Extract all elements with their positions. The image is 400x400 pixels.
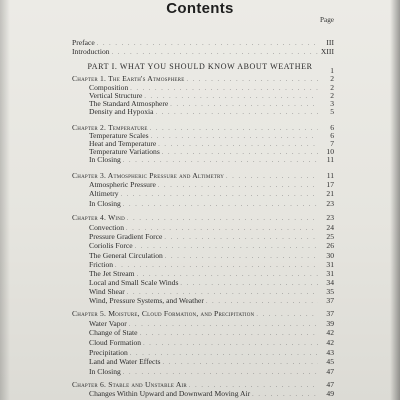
toc-entry: Friction . . . 31 xyxy=(89,261,334,269)
toc-entry: In Closing . . . 11 xyxy=(89,156,334,164)
toc-chapter-heading: Chapter 2. Temperature . . . 6 xyxy=(72,124,334,132)
toc-entry: Change of State . . . 42 xyxy=(89,329,334,337)
page-edge-shadow xyxy=(390,0,400,400)
page-title: Contents xyxy=(166,0,234,17)
toc-entry: Land and Water Effects . . . 45 xyxy=(89,358,334,366)
toc-entry: Heat and Temperature . . . 7 xyxy=(89,140,334,148)
toc-entry: Changes Within Upward and Downward Moving Air . . . 49 xyxy=(89,390,334,398)
toc-entry: Wind, Pressure Systems, and Weather . . . 37 xyxy=(89,297,334,305)
toc-entry: Temperature Variations . . . 10 xyxy=(89,148,334,156)
toc-chapter-heading: Chapter 6. Stable and Unstable Air . . . 47 xyxy=(72,381,334,389)
toc-entry-preface: Preface . . . III xyxy=(72,39,334,47)
page-column-header: Page xyxy=(320,16,334,24)
toc-entry: Pressure Gradient Force . . . 25 xyxy=(89,233,334,241)
toc-entry: Precipitation . . . 43 xyxy=(89,349,334,357)
toc-chapter-heading: Chapter 1. The Earth's Atmosphere . . . 2 xyxy=(72,75,334,83)
toc-entry: Local and Small Scale Winds . . . 34 xyxy=(89,279,334,287)
page-gutter-shadow xyxy=(0,0,10,400)
toc-entry-introduction: Introduction . . . XIII xyxy=(72,48,334,56)
toc-entry: Composition . . . 2 xyxy=(89,84,334,92)
toc-entry: Temperature Scales . . . 6 xyxy=(89,132,334,140)
toc-entry: The General Circulation . . . 30 xyxy=(89,252,334,260)
toc-entry: Atmospheric Pressure . . . 17 xyxy=(89,181,334,189)
part-page-number: 1 xyxy=(330,66,334,75)
toc-entry: Density and Hypoxia . . . 5 xyxy=(89,108,334,116)
toc-entry: Water Vapor . . . 39 xyxy=(89,320,334,328)
toc-chapter-heading: Chapter 3. Atmospheric Pressure and Altimetry . . . 11 xyxy=(72,172,334,180)
toc-entry: In Closing . . . 23 xyxy=(89,200,334,208)
toc-entry: In Closing . . . 47 xyxy=(89,368,334,376)
toc-entry: Altimetry . . . 21 xyxy=(89,190,334,198)
toc-chapter-heading: Chapter 5. Moisture, Cloud Formation, and Precipitation . . . 37 xyxy=(72,310,334,318)
toc-entry: Coriolis Force . . . 26 xyxy=(89,242,334,250)
toc-entry: Convection . . . 24 xyxy=(89,224,334,232)
toc-entry: The Standard Atmosphere . . . 3 xyxy=(89,100,334,108)
toc-entry: Wind Shear . . . 35 xyxy=(89,288,334,296)
toc-entry: Cloud Formation . . . 42 xyxy=(89,339,334,347)
part-heading: PART I. WHAT YOU SHOULD KNOW ABOUT WEATHER xyxy=(87,62,313,71)
toc-entry: Vertical Structure . . . 2 xyxy=(89,92,334,100)
toc-chapter-heading: Chapter 4. Wind . . . 23 xyxy=(72,214,334,222)
toc-entry: The Jet Stream . . . 31 xyxy=(89,270,334,278)
